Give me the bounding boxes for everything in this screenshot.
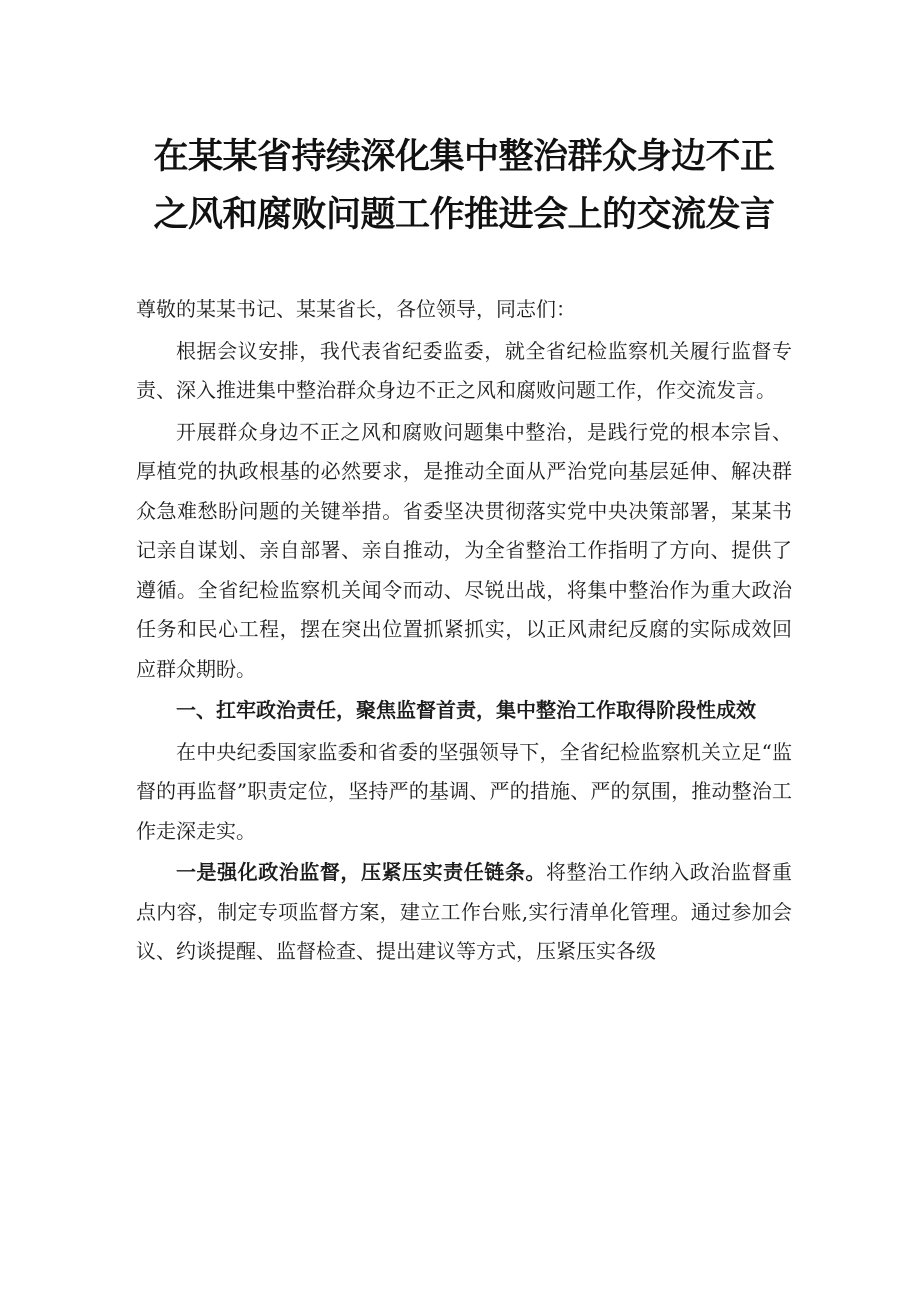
salutation: 尊敬的某某书记、某某省长，各位领导，同志们： <box>136 297 576 321</box>
document-body <box>136 290 792 972</box>
paragraph-3: 在中央纪委国家监委和省委的坚强领导下，全省纪检监察机关立足“监督的再监督”职责定位，坚持严的基调、严的措施、严的氛围，推动整治工作走深走实。 <box>136 739 792 843</box>
title-line-1: 在某某省持续深化集中整治群众身边不正 <box>153 137 775 177</box>
point-1-paragraph <box>136 853 792 972</box>
paragraph-2: 开展群众身边不正之风和腐败问题集中整治，是践行党的根本宗旨、厚植党的执政根基的必然要求，是推动全面从严治党向基层延伸、解决群众急难愁盼问题的关键举措。省委坚决贯彻落实党中央决策部署，某某书记亲自谋划、亲自部署、亲自推动，为全省整治工作指明了方向、提供了遵循。全省纪检监察机关闻令而动、尽锐出战，将集中整治作为重大政治任务和民心工程，摆在突出位置抓紧抓实，以正风肃纪反腐的实际成效回应群众期盼。 <box>136 419 792 681</box>
document-title <box>136 128 792 244</box>
title-line-2: 之风和腐败问题工作推进会上的交流发言 <box>153 195 775 235</box>
point-1-text: 将整治工作纳入政治监督重点内容，制定专项监督方案，建立工作台账,实行清单化管理。通过参加会议、约谈提醒、监督检查、提出建议等方式，压紧压实各级 <box>136 860 793 963</box>
point-1-lead: 一是强化政治监督，压紧压实责任链条。 <box>176 860 546 884</box>
section-1-heading: 一、扛牢政治责任，聚焦监督首责，集中整治工作取得阶段性成效 <box>176 698 756 722</box>
paragraph-1: 根据会议安排，我代表省纪委监委，就全省纪检监察机关履行监督专责、深入推进集中整治群众身边不正之风和腐败问题工作，作交流发言。 <box>136 338 792 402</box>
